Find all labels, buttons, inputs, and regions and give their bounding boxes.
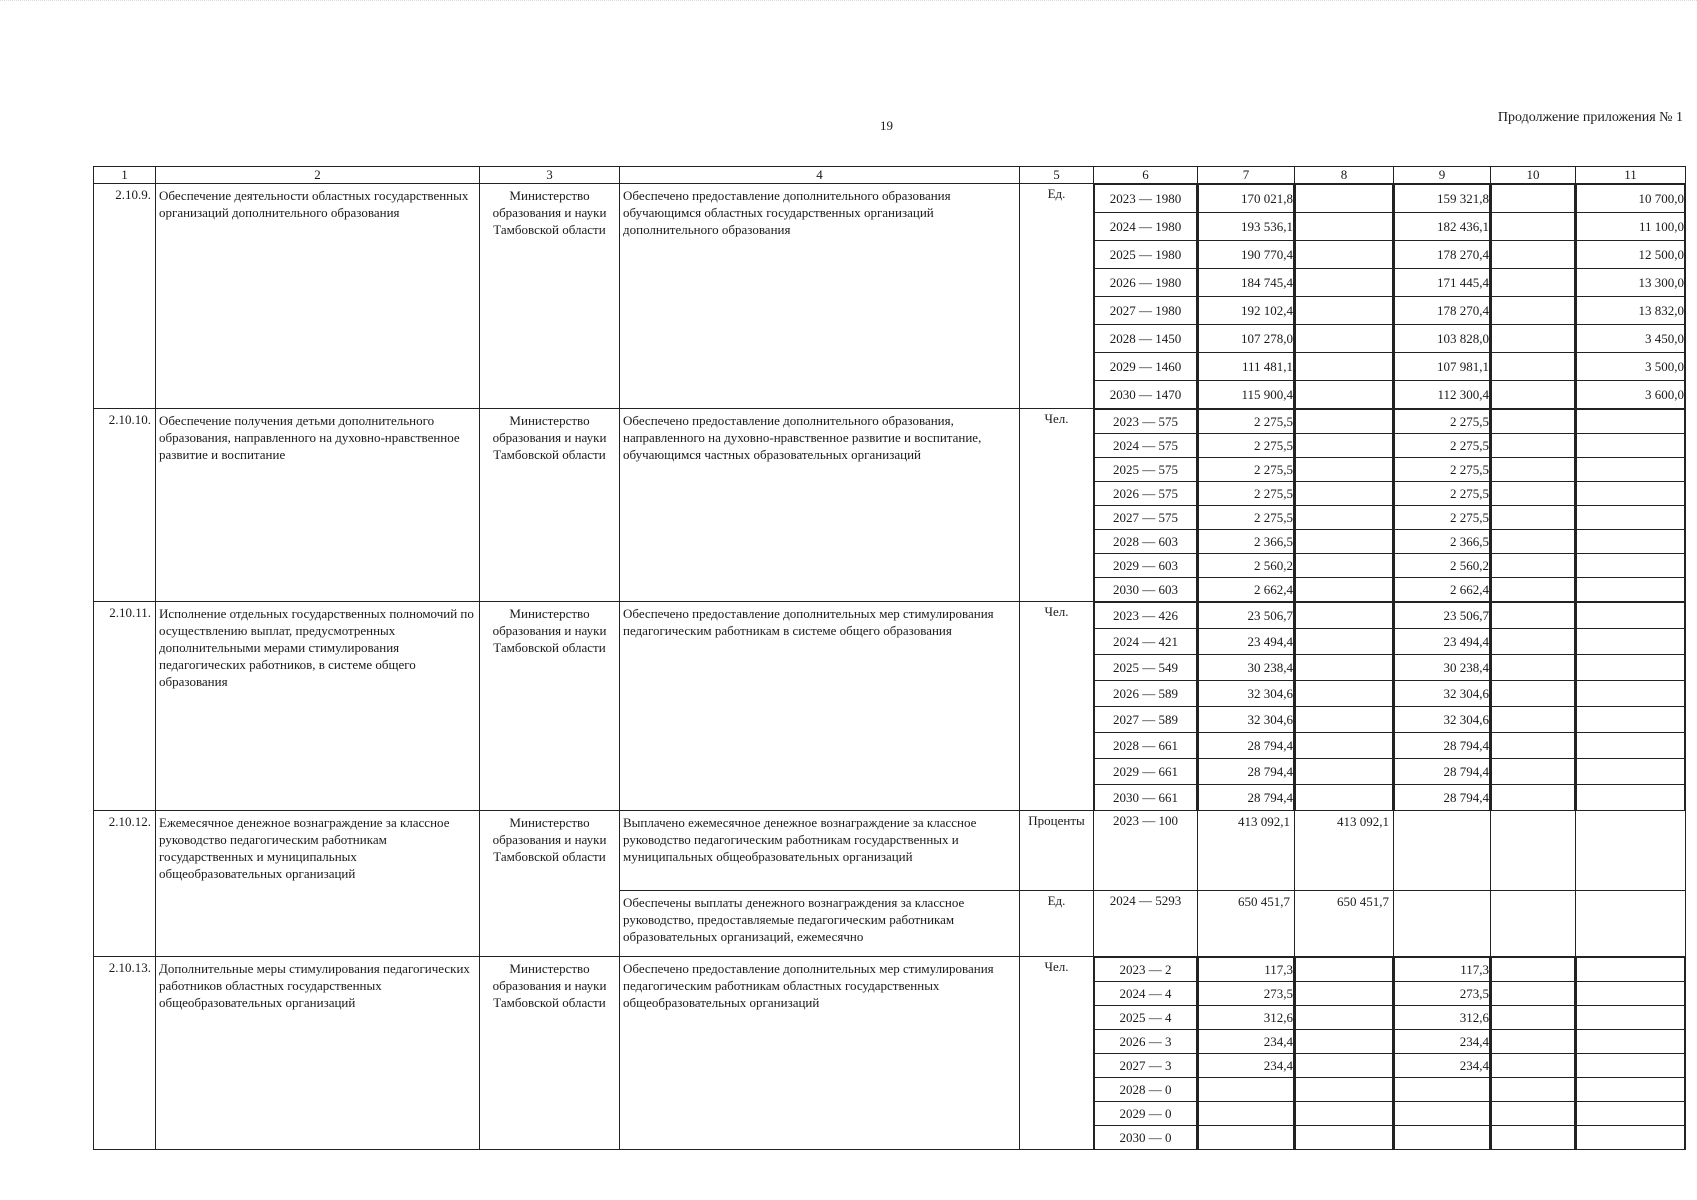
amount-value [1296,982,1393,1006]
amount-value [1492,530,1575,554]
amount-value [1577,681,1685,707]
program-table [93,166,1686,1150]
amount-value [1296,681,1393,707]
amount-value [1199,1126,1294,1150]
amount-value [1296,1102,1393,1126]
amount-value [1492,434,1575,458]
amount-value [1296,603,1393,629]
amount-value [1492,655,1575,681]
col-header: 6 [1094,167,1198,184]
unit: Ед. [1020,184,1094,409]
amount-value: 13 300,0 [1577,269,1685,297]
amount-value [1395,1078,1490,1102]
amount-value: 112 300,4 [1395,381,1490,409]
activity-name: Обеспечение деятельности областных государственных организаций дополнительного образования [156,184,480,409]
amount-value [1492,759,1575,785]
amount-value: 2 275,5 [1199,458,1294,482]
amount-value: 2 275,5 [1199,482,1294,506]
amount-value [1395,1126,1490,1150]
amount-value [1296,530,1393,554]
amount-value [1577,554,1685,578]
amount-value [1492,681,1575,707]
amount-value: 182 436,1 [1395,213,1490,241]
amount-value [1492,325,1575,353]
amount-value [1492,733,1575,759]
expected-result: Обеспечено предоставление дополнительного образования, направленного на духовно-нравственное развитие и воспитание, обучающимся частных образовательных организаций [620,409,1020,602]
amount-value [1296,655,1393,681]
expected-result: Выплачено ежемесячное денежное вознаграждение за классное руководство педагогическим работникам государственных и муниципальных общеобразовательных организаций [620,811,1020,891]
amount-value [1492,213,1575,241]
executor: Министерство образования и науки Тамбовской области [480,957,620,1150]
amount-value: 2 366,5 [1395,530,1490,554]
col-header: 2 [156,167,480,184]
amount-value [1492,1078,1575,1102]
year-value: 2028 — 0 [1095,1078,1197,1102]
activity-name: Ежемесячное денежное вознаграждение за классное руководство педагогическим работникам государственных и муниципальных общеобразовательных организаций [156,811,480,957]
amount-value: 2 275,5 [1199,434,1294,458]
amount-value [1296,506,1393,530]
amount-value [1296,958,1393,982]
amount-value: 234,4 [1395,1030,1490,1054]
year-value: 2030 — 0 [1095,1126,1197,1150]
amount-value: 30 238,4 [1199,655,1294,681]
amount-value [1296,482,1393,506]
amount-value [1296,241,1393,269]
amount-value: 312,6 [1199,1006,1294,1030]
amount-c9 [1394,811,1491,891]
amount-value: 3 600,0 [1577,381,1685,409]
amount-value: 234,4 [1199,1054,1294,1078]
amount-value [1492,982,1575,1006]
amount-value [1296,733,1393,759]
amount-value [1492,578,1575,602]
col-header: 8 [1295,167,1394,184]
amount-value: 10 700,0 [1577,185,1685,213]
scan-edge-marks [0,0,1697,7]
amount-value [1577,506,1685,530]
amount-value [1492,241,1575,269]
amount-value [1577,1126,1685,1150]
amount-value: 13 832,0 [1577,297,1685,325]
amount-value [1492,1102,1575,1126]
amount-value: 3 500,0 [1577,353,1685,381]
col-header: 1 [94,167,156,184]
amount-value: 32 304,6 [1199,681,1294,707]
amount-c10 [1491,891,1576,957]
amount-value [1296,269,1393,297]
amount-value: 107 278,0 [1199,325,1294,353]
amount-c7: 413 092,1 [1198,811,1295,891]
amount-value [1577,410,1685,434]
amount-value: 170 021,8 [1199,185,1294,213]
amount-value: 2 275,5 [1395,434,1490,458]
amount-value [1296,1126,1393,1150]
amount-value [1492,958,1575,982]
amount-value: 190 770,4 [1199,241,1294,269]
amount-value: 2 662,4 [1395,578,1490,602]
column-c8 [1295,957,1394,1150]
amount-value: 193 536,1 [1199,213,1294,241]
amount-value [1492,482,1575,506]
unit: Чел. [1020,957,1094,1150]
year-value: 2025 — 1980 [1095,241,1197,269]
amount-value [1296,1078,1393,1102]
amount-value [1577,1054,1685,1078]
activity-name: Обеспечение получения детьми дополнительного образования, направленного на духовно-нравственное развитие и воспитание [156,409,480,602]
amount-value: 184 745,4 [1199,269,1294,297]
amount-value [1296,554,1393,578]
amount-value [1492,297,1575,325]
amount-value: 312,6 [1395,1006,1490,1030]
row-number: 2.10.12. [94,811,156,957]
year-value: 2030 — 1470 [1095,381,1197,409]
col-header: 4 [620,167,1020,184]
amount-value [1492,458,1575,482]
table-row [94,811,1686,891]
year-value: 2027 — 589 [1095,707,1197,733]
year-value: 2029 — 0 [1095,1102,1197,1126]
amount-value [1296,707,1393,733]
col-header: 11 [1576,167,1686,184]
amount-value [1296,629,1393,655]
col-header: 10 [1491,167,1576,184]
year-value: 2026 — 1980 [1095,269,1197,297]
column-number-row [94,167,1686,184]
amount-value [1296,434,1393,458]
amount-value [1296,381,1393,409]
column-year [1094,409,1198,602]
amount-value [1296,785,1393,811]
amount-value [1296,1054,1393,1078]
column-c9 [1394,184,1491,409]
amount-value: 32 304,6 [1199,707,1294,733]
amount-value: 103 828,0 [1395,325,1490,353]
column-c8 [1295,602,1394,811]
amount-value: 2 275,5 [1199,410,1294,434]
row-number: 2.10.10. [94,409,156,602]
expected-result: Обеспечено предоставление дополнительных мер стимулирования педагогическим работникам областных государственных общеобразовательных организаций [620,957,1020,1150]
amount-c11 [1576,811,1686,891]
amount-value: 178 270,4 [1395,297,1490,325]
amount-value: 32 304,6 [1395,681,1490,707]
amount-value [1577,530,1685,554]
executor: Министерство образования и науки Тамбовской области [480,184,620,409]
col-header: 5 [1020,167,1094,184]
year-value: 2026 — 575 [1095,482,1197,506]
year-value: 2027 — 1980 [1095,297,1197,325]
year-value: 2023 — 426 [1095,603,1197,629]
amount-value [1577,1030,1685,1054]
table-row [94,957,1686,1150]
amount-value [1577,1006,1685,1030]
amount-value [1492,1030,1575,1054]
amount-value [1296,213,1393,241]
year-value: 2024 — 5293 [1094,891,1198,957]
amount-value: 23 494,4 [1199,629,1294,655]
amount-value [1577,578,1685,602]
amount-value [1492,506,1575,530]
column-c11 [1576,409,1686,602]
column-c11 [1576,184,1686,409]
amount-value: 2 275,5 [1395,482,1490,506]
year-value: 2023 — 1980 [1095,185,1197,213]
amount-value: 28 794,4 [1395,759,1490,785]
amount-value: 28 794,4 [1395,785,1490,811]
year-value: 2028 — 603 [1095,530,1197,554]
amount-c9 [1394,891,1491,957]
amount-value [1296,297,1393,325]
col-header: 7 [1198,167,1295,184]
amount-value [1492,603,1575,629]
amount-value [1577,733,1685,759]
amount-value: 28 794,4 [1199,785,1294,811]
table-row [94,409,1686,602]
amount-value: 30 238,4 [1395,655,1490,681]
column-c7 [1198,409,1295,602]
column-c10 [1491,957,1576,1150]
amount-value [1492,785,1575,811]
amount-value [1492,1126,1575,1150]
amount-value: 2 366,5 [1199,530,1294,554]
amount-value: 3 450,0 [1577,325,1685,353]
amount-value [1395,1102,1490,1126]
amount-value: 273,5 [1395,982,1490,1006]
amount-value: 2 560,2 [1199,554,1294,578]
amount-value: 178 270,4 [1395,241,1490,269]
unit: Чел. [1020,602,1094,811]
continuation-note: Продолжение приложения № 1 [1497,110,1683,125]
amount-c7: 650 451,7 [1198,891,1295,957]
amount-value: 23 506,7 [1199,603,1294,629]
amount-value: 159 321,8 [1395,185,1490,213]
amount-value [1492,410,1575,434]
amount-value [1296,759,1393,785]
column-c10 [1491,602,1576,811]
amount-value [1577,603,1685,629]
year-value: 2023 — 2 [1095,958,1197,982]
activity-name: Дополнительные меры стимулирования педагогических работников областных государственных общеобразовательных организаций [156,957,480,1150]
amount-value: 28 794,4 [1199,759,1294,785]
amount-value [1492,554,1575,578]
executor: Министерство образования и науки Тамбовской области [480,811,620,957]
table-row [94,184,1686,409]
year-value: 2028 — 661 [1095,733,1197,759]
col-header: 3 [480,167,620,184]
amount-value [1577,759,1685,785]
amount-value [1296,1030,1393,1054]
amount-value: 2 275,5 [1395,506,1490,530]
executor: Министерство образования и науки Тамбовской области [480,602,620,811]
column-year [1094,602,1198,811]
amount-value [1577,655,1685,681]
amount-value: 234,4 [1199,1030,1294,1054]
amount-value: 111 481,1 [1199,353,1294,381]
column-c7 [1198,957,1295,1150]
amount-value [1577,982,1685,1006]
col-header: 9 [1394,167,1491,184]
amount-value [1577,1078,1685,1102]
amount-value: 2 275,5 [1395,458,1490,482]
expected-result: Обеспечены выплаты денежного вознаграждения за классное руководство, предоставляемые педагогическим работникам образовательных организаций, ежемесячно [620,891,1020,957]
amount-value [1296,1006,1393,1030]
year-value: 2024 — 421 [1095,629,1197,655]
amount-value: 171 445,4 [1395,269,1490,297]
year-value: 2029 — 603 [1095,554,1197,578]
amount-value [1492,1006,1575,1030]
column-year [1094,957,1198,1150]
amount-value [1577,458,1685,482]
amount-value [1577,958,1685,982]
amount-value: 234,4 [1395,1054,1490,1078]
amount-value: 2 275,5 [1199,506,1294,530]
amount-value: 12 500,0 [1577,241,1685,269]
row-number: 2.10.11. [94,602,156,811]
year-value: 2024 — 575 [1095,434,1197,458]
amount-value: 23 494,4 [1395,629,1490,655]
page-number: 19 [880,118,893,133]
amount-value [1296,458,1393,482]
amount-value [1577,482,1685,506]
year-value: 2027 — 575 [1095,506,1197,530]
amount-value: 2 560,2 [1395,554,1490,578]
table-row [94,602,1686,811]
amount-value: 23 506,7 [1395,603,1490,629]
amount-value: 28 794,4 [1395,733,1490,759]
amount-value [1492,381,1575,409]
amount-value: 117,3 [1395,958,1490,982]
amount-value [1492,1054,1575,1078]
amount-c10 [1491,811,1576,891]
column-c7 [1198,184,1295,409]
column-c10 [1491,409,1576,602]
amount-value [1296,578,1393,602]
year-value: 2026 — 3 [1095,1030,1197,1054]
amount-value [1199,1078,1294,1102]
amount-value [1492,353,1575,381]
amount-value [1296,353,1393,381]
year-value: 2025 — 549 [1095,655,1197,681]
year-value: 2030 — 603 [1095,578,1197,602]
activity-name: Исполнение отдельных государственных полномочий по осуществлению выплат, предусмотренных дополнительными мерами стимулирования педагогических работников, в системе общего образования [156,602,480,811]
year-value: 2023 — 575 [1095,410,1197,434]
amount-value: 115 900,4 [1199,381,1294,409]
amount-c11 [1576,891,1686,957]
amount-value [1577,629,1685,655]
year-value: 2029 — 1460 [1095,353,1197,381]
amount-value: 28 794,4 [1199,733,1294,759]
amount-value [1199,1102,1294,1126]
amount-value [1492,269,1575,297]
year-value: 2025 — 4 [1095,1006,1197,1030]
amount-value: 32 304,6 [1395,707,1490,733]
unit: Проценты [1020,811,1094,891]
amount-c8: 413 092,1 [1295,811,1394,891]
year-value: 2023 — 100 [1094,811,1198,891]
amount-value [1296,325,1393,353]
year-value: 2026 — 589 [1095,681,1197,707]
amount-value [1577,707,1685,733]
row-number: 2.10.13. [94,957,156,1150]
year-value: 2024 — 4 [1095,982,1197,1006]
column-c9 [1394,602,1491,811]
year-value: 2027 — 3 [1095,1054,1197,1078]
amount-value: 2 662,4 [1199,578,1294,602]
unit: Ед. [1020,891,1094,957]
amount-value: 192 102,4 [1199,297,1294,325]
amount-value: 107 981,1 [1395,353,1490,381]
amount-value [1492,707,1575,733]
column-c10 [1491,184,1576,409]
expected-result: Обеспечено предоставление дополнительного образования обучающимся областных государственных организаций дополнительного образования [620,184,1020,409]
column-c11 [1576,957,1686,1150]
expected-result: Обеспечено предоставление дополнительных мер стимулирования педагогическим работникам в системе общего образования [620,602,1020,811]
year-value: 2025 — 575 [1095,458,1197,482]
column-year [1094,184,1198,409]
amount-value: 11 100,0 [1577,213,1685,241]
year-value: 2028 — 1450 [1095,325,1197,353]
amount-value [1577,785,1685,811]
amount-value [1296,410,1393,434]
row-number: 2.10.9. [94,184,156,409]
column-c9 [1394,957,1491,1150]
column-c11 [1576,602,1686,811]
amount-value: 273,5 [1199,982,1294,1006]
year-value: 2030 — 661 [1095,785,1197,811]
column-c7 [1198,602,1295,811]
unit: Чел. [1020,409,1094,602]
amount-value [1577,1102,1685,1126]
amount-value [1296,185,1393,213]
amount-c8: 650 451,7 [1295,891,1394,957]
amount-value [1492,185,1575,213]
amount-value: 2 275,5 [1395,410,1490,434]
column-c8 [1295,409,1394,602]
amount-value [1492,629,1575,655]
amount-value [1577,434,1685,458]
executor: Министерство образования и науки Тамбовской области [480,409,620,602]
column-c8 [1295,184,1394,409]
column-c9 [1394,409,1491,602]
year-value: 2024 — 1980 [1095,213,1197,241]
year-value: 2029 — 661 [1095,759,1197,785]
amount-value: 117,3 [1199,958,1294,982]
